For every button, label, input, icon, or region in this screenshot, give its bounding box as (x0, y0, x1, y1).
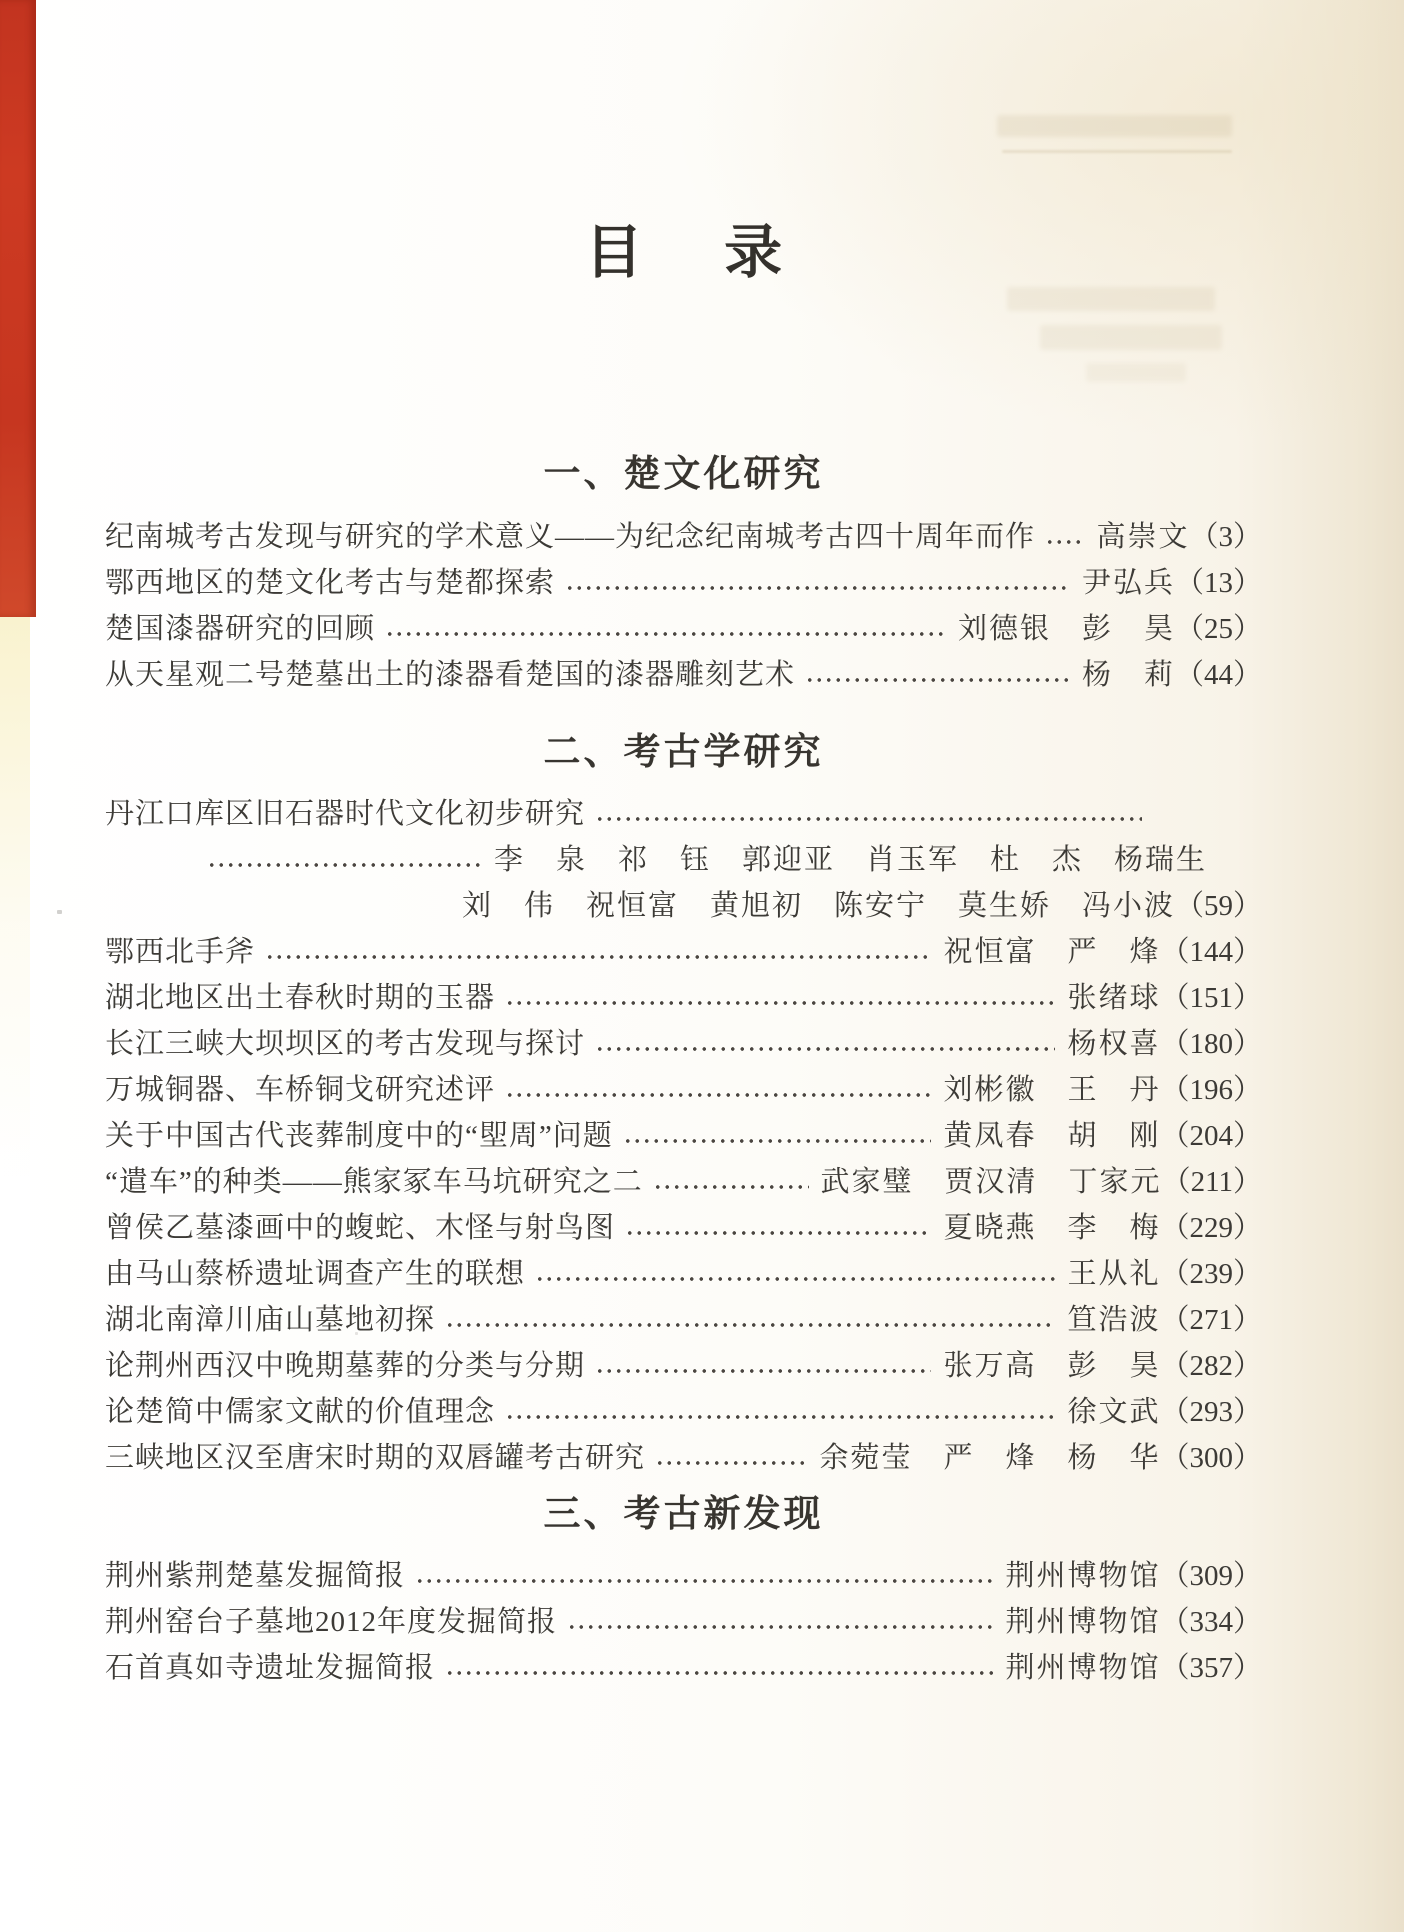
section-3-entries (105, 1553, 1262, 1691)
entry-page-number: （180） (1160, 1028, 1262, 1060)
entry-authors: 笪浩波 (1067, 1304, 1161, 1336)
entry-authors: 杨权喜 (1067, 1028, 1161, 1060)
entry-title: 由马山蔡桥遗址调查产生的联想 (105, 1258, 526, 1290)
dot-leader (623, 1113, 932, 1159)
entry-authors: 荆州博物馆 (1005, 1652, 1161, 1684)
toc-entry (105, 1251, 1262, 1297)
entry-authors: 祝恒富 严 烽 (943, 936, 1161, 968)
dot-leader (445, 1297, 1055, 1343)
dot-leader (655, 1435, 807, 1481)
scan-speck (57, 910, 62, 914)
entry-title: 万城铜器、车桥铜戈研究述评 (105, 1074, 496, 1106)
entry-title: 鄂西北手斧 (105, 936, 256, 968)
dot-leader (595, 791, 1142, 837)
entry-authors: 徐文武 (1067, 1396, 1161, 1428)
entry-authors: 王从礼 (1067, 1258, 1161, 1290)
entry-authors: 荆州博物馆 (1005, 1606, 1161, 1638)
entry-title: 楚国漆器研究的回顾 (105, 613, 376, 645)
entry-page-number: （300） (1160, 1442, 1262, 1474)
toc-entry (105, 1205, 1262, 1251)
toc-entry (105, 652, 1262, 698)
entry-title: 荆州紫荆楚墓发掘简报 (105, 1560, 406, 1592)
page-title: 目录 (584, 220, 864, 285)
toc-entry (105, 929, 1262, 975)
entry-authors: 刘彬徽 王 丹 (943, 1074, 1161, 1106)
toc-entry (105, 1159, 1262, 1205)
entry-title: 荆州窑台子墓地2012年度发掘简报 (105, 1606, 558, 1638)
dot-leader (445, 1645, 993, 1691)
entry-authors: 张万高 彭 昊 (943, 1350, 1161, 1382)
entry-page-number: （3） (1189, 521, 1262, 553)
toc-entry-authors-row-1 (105, 837, 1262, 883)
entry-title: 曾侯乙墓漆画中的蝮蛇、木怪与射鸟图 (105, 1212, 616, 1244)
entry-page-number: （309） (1160, 1560, 1262, 1592)
entry-page-number: （204） (1160, 1120, 1262, 1152)
toc-entry-multiline-title (105, 791, 1262, 837)
dot-leader (505, 1067, 931, 1113)
dot-leader (505, 1389, 1055, 1435)
toc-entry (105, 1389, 1262, 1435)
entry-page-number: （229） (1160, 1212, 1262, 1244)
section-1-entries (105, 514, 1262, 698)
dot-leader (415, 1553, 993, 1599)
dot-leader (505, 975, 1055, 1021)
toc-entry (105, 514, 1262, 560)
entry-title: 从天星观二号楚墓出土的漆器看楚国的漆器雕刻艺术 (105, 659, 796, 691)
toc-entry (105, 1297, 1262, 1343)
toc-entry (105, 560, 1262, 606)
book-edge-yellow-tail (0, 617, 30, 1177)
toc-entry (105, 1113, 1262, 1159)
section-heading-3: 三、考古新发现 (543, 1493, 824, 1534)
entry-authors: 李 泉 祁 钰 郭迎亚 肖玉军 杜 杰 杨瑞生 (493, 844, 1207, 876)
entry-page-number: （334） (1160, 1606, 1262, 1638)
toc-entry (105, 1435, 1262, 1481)
toc-entry-authors-row-2 (105, 883, 1262, 929)
entry-page-number: （239） (1160, 1258, 1262, 1290)
entry-title: 长江三峡大坝坝区的考古发现与探讨 (105, 1028, 586, 1060)
entry-page-number: （282） (1160, 1350, 1262, 1382)
entry-authors: 余菀莹 严 烽 杨 华 (819, 1442, 1161, 1474)
dot-leader (625, 1205, 931, 1251)
entry-title: 湖北南漳川庙山墓地初探 (105, 1304, 436, 1336)
entry-page-number: （44） (1174, 659, 1262, 691)
toc-entry (105, 1645, 1262, 1691)
toc-entry (105, 1553, 1262, 1599)
entry-authors: 刘 伟 祝恒富 黄旭初 陈安宁 莫生娇 冯小波 (461, 890, 1175, 922)
entry-authors: 武家璧 贾汉清 丁家元 (820, 1166, 1162, 1198)
dot-leader (565, 560, 1070, 606)
entry-page-number: （293） (1160, 1396, 1262, 1428)
entry-title: 鄂西地区的楚文化考古与楚都探索 (105, 567, 556, 599)
toc-entry (105, 975, 1262, 1021)
entry-title: 湖北地区出土春秋时期的玉器 (105, 982, 496, 1014)
dot-leader (1045, 514, 1084, 560)
section-heading-2: 二、考古学研究 (543, 731, 824, 772)
entry-authors: 杨 莉 (1081, 659, 1175, 691)
dot-leader (595, 1021, 1055, 1067)
dot-leader (265, 929, 931, 975)
entry-authors: 夏晓燕 李 梅 (943, 1212, 1161, 1244)
dot-leader (653, 1159, 809, 1205)
dot-leader (535, 1251, 1055, 1297)
entry-page-number: （25） (1174, 613, 1262, 645)
dot-leader (805, 652, 1070, 698)
entry-page-number: （271） (1160, 1304, 1262, 1336)
toc-entry (105, 1021, 1262, 1067)
entry-page-number: （151） (1160, 982, 1262, 1014)
toc-entry (105, 606, 1262, 652)
dot-leader (595, 1343, 931, 1389)
entry-authors: 尹弘兵 (1081, 567, 1175, 599)
entry-title: 丹江口库区旧石器时代文化初步研究 (105, 798, 586, 830)
entry-title: 石首真如寺遗址发掘简报 (105, 1652, 436, 1684)
entry-page-number: （196） (1160, 1074, 1262, 1106)
entry-authors: 黄凤春 胡 刚 (943, 1120, 1161, 1152)
entry-authors: 荆州博物馆 (1005, 1560, 1161, 1592)
section-heading-1: 一、楚文化研究 (543, 453, 824, 494)
entry-title: 纪南城考古发现与研究的学术意义——为纪念纪南城考古四十周年而作 (105, 521, 1036, 553)
section-2-entries (105, 791, 1262, 1481)
entry-page-number: （211） (1161, 1166, 1262, 1198)
dot-leader (207, 837, 482, 883)
entry-title: “遣车”的种类——熊家冢车马坑研究之二 (105, 1166, 643, 1198)
entry-page-number: （59） (1174, 890, 1262, 922)
entry-title: 论荆州西汉中晚期墓葬的分类与分期 (105, 1350, 586, 1382)
toc-entry (105, 1599, 1262, 1645)
entry-page-number: （13） (1174, 567, 1262, 599)
toc-content (105, 0, 1262, 1691)
entry-authors: 高崇文 (1096, 521, 1190, 553)
entry-authors: 刘德银 彭 昊 (957, 613, 1175, 645)
entry-page-number: （144） (1160, 936, 1262, 968)
toc-entry (105, 1067, 1262, 1113)
entry-title: 三峡地区汉至唐宋时期的双唇罐考古研究 (105, 1442, 646, 1474)
entry-page-number: （357） (1160, 1652, 1262, 1684)
entry-title: 关于中国古代丧葬制度中的“堲周”问题 (105, 1120, 613, 1152)
entry-title: 论楚简中儒家文献的价值理念 (105, 1396, 496, 1428)
entry-authors: 张绪球 (1067, 982, 1161, 1014)
dot-leader (567, 1599, 993, 1645)
toc-entry (105, 1343, 1262, 1389)
book-edge-red-strip (0, 0, 36, 617)
dot-leader (385, 606, 946, 652)
